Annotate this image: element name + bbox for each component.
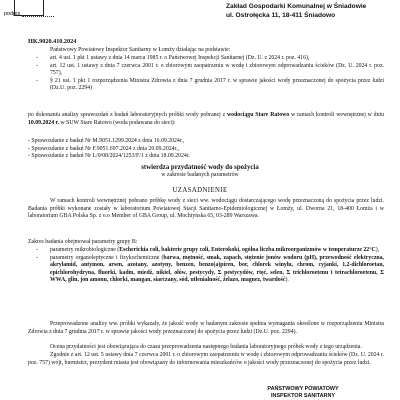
reference-number: HK.9020.410.2024 (28, 38, 77, 45)
bullet-icon: - (36, 55, 38, 61)
legal-basis-item (28, 55, 384, 63)
parameter-group (28, 255, 384, 285)
parameter-prefix: parametry mikrobiologiczne ( (50, 247, 120, 253)
legal-basis-text: § 21 ust. 1 pkt 1 rozporządzenia Ministra Zdrowia z dnia 7 grudnia 2017 r. w sprawie jakości wody przeznaczonej do spożycia przez ludzi (Dz.U. poz. 2294) (50, 77, 384, 91)
intro-paragraph: Państwowy Powiatowy Inspektor Sanitarny w Łomży działając na podstawie: (50, 47, 231, 53)
parameter-list-bold: Escherichia coli, bakterie grupy coli, Enterokoki, ogólna liczba mikroorganizmów w temperaturze 22°C (119, 247, 376, 253)
podpis-label: podpis (4, 11, 21, 17)
analysis-emphasis: 10.09.2024 r. (28, 119, 60, 126)
parameter-group (28, 247, 384, 255)
finding-subtitle: w zakresie badanych parametrów (161, 172, 239, 178)
analysis-paragraph: po dokonaniu analizy sprawozdań z badań laboratoryjnych próbki wody pobranej z wodociągu Stare Ratowo w ramach kontroli wewnętrznej w dniu 10.09.2024 r. w SUW Stare Ratowo (woda podawana do sieci): (28, 112, 384, 126)
legal-basis-list (28, 55, 384, 93)
addressee-name: Zakład Gospodarki Komunalnej w Śniadowie (226, 3, 367, 10)
signature-title-line1: PAŃSTWOWY POWIATOWY (267, 386, 339, 392)
reports-list (28, 138, 384, 161)
signature-title-line2: INSPEKTOR SANITARNY (271, 393, 335, 399)
parameters-list (28, 247, 384, 285)
scope-label: Zakres badania obejmował parametry grupy B: (28, 239, 138, 245)
finding-title: stwierdza przydatność wody do spożycia (141, 164, 259, 171)
parameter-prefix: parametry organoleptyczne i fizykochemiczne ( (50, 254, 164, 261)
legal-basis-text: art. 12 ust. 1 ustawy z dnia 7 czerwca 2001 r. o zbiorowym zaopatrzeniu w wodę i zbiorowym odprowadzaniu ścieków (Dz. U. 2024 r. poz. 757), (50, 62, 384, 76)
analysis-emphasis: wodociągu Stare Ratowo (227, 112, 290, 118)
bullet-icon: - (36, 77, 38, 84)
addressee-block (226, 3, 366, 20)
justification-heading: UZASADNIENIE (172, 187, 228, 194)
podpis-line (22, 16, 54, 17)
assessment-paragraph: Przeprowadzone analizy ww. próbki wykazały, że jakość wody w badanym zakresie spełnia wymagania określone w rozporządzeniu Ministra Zdrowia z dnia 7 grudnia 2017 r. w sprawie jakości wody przeznaczonej do spożycia przez ludzi (Dz.U. poz. 2294). (28, 321, 384, 335)
bullet-icon: - (36, 62, 38, 69)
report-item: - Sprawozdanie z badań Nr F.9051.697.2024 z dnia 20.09.2024r., (28, 145, 180, 152)
report-item: - Sprawozdanie z badań Nr L/0/08/2024/1253/F/1 z dnia 18.09.2024r. (28, 153, 190, 159)
validity-paragraph: Ocena przydatności jest obowiązująca do czasu przeprowadzenia następnego badania laboratoryjnego próbek wody z tego urządzenia. (50, 344, 362, 350)
addressee-address: ul. Ostrołęcka 11, 18-411 Śniadowo (226, 11, 336, 19)
legal-basis-item (28, 63, 384, 78)
parameter-suffix: ), (375, 247, 380, 253)
bullet-icon: - (36, 247, 38, 253)
signature-block (228, 386, 378, 400)
parameter-list-bold: barwa, mętność, smak, zapach, stężenie jonów wodoru (pH), przewodność elektryczna, akrylamid, antymon, arsen, azotany, azotyny, benzen, benzo(a)piren, bor, chlorek winylu, chrom, cyjanki, 1,2-dichloroetan, epichlorohydryna, fluorki, kadm, miedź, nikiel, ołów, pestycydy, Σ pestycydów, rtęć, selen, Σ trichloroetenu i tetrachloroetenu, Σ WWA, glin, jon amonu, chlorki, mangan, siarczany, sód, utlenialność, żelazo, magnez, twardość (50, 254, 384, 283)
legal-basis-item (28, 78, 384, 93)
justification-paragraph: W ramach kontroli wewnętrznej pobrano próbkę wody z sieci ww. wodociągu dostarczającego wodę przeznaczoną do spożycia przez ludzi. Badania próbki wykonane zostały w laboratorium Powiatowej Stacji Sanitarno-Epidemiologicznej w Łomży, ul. Dworna 21, 18-400 Łomża i w laboratorium GBA Polska Sp. z o.o Member of GBA Group, ul. Mochtyńska 65, 03-289 Warszawa. (28, 198, 384, 219)
notification-paragraph: Zgodnie z art. 12 ust. 5 ustawy dnia 7 czerwca 2001 r. o zbiorowym zaopatrzeniu w wodę i zbiorowym odprowadzaniu ścieków (Dz. U. 2024 r. poz. 757) wójt, burmistrz, prezydent miasta jest obowiązany do informowania mieszkańców o jakości wody przeznaczonej do spożycia przez ludzi. (28, 352, 384, 366)
bullet-icon: - (36, 254, 38, 261)
report-item: - Sprawozdanie z badań Nr M.9051.1299.2024 z dnia 16.09.2024r., (28, 138, 185, 144)
legal-basis-text: art. 4 ust. 1 pkt 1 ustawy z dnia 14 marca 1985 r. o Państwowej Inspekcji Sanitarnej (Dz. U. z 2024 r. poz. 416), (50, 55, 310, 61)
parameter-suffix: ). (285, 277, 289, 283)
